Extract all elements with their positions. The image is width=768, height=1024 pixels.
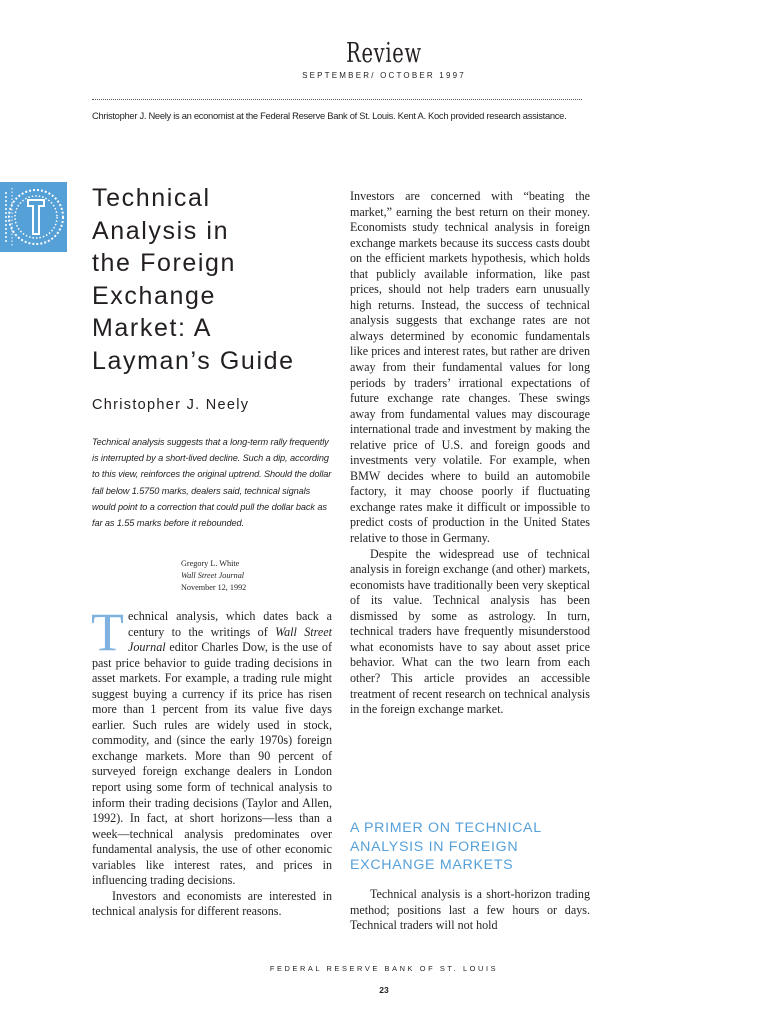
body-paragraph: Despite the widespread use of technical analysis in foreign exchange (and other) markets, economists have traditionally been very skeptical of its value. Technical analysis has been dismissed by some as astrology. In turn, technical traders have frequently misunderstood what economists have to say about asset price behavior. What can the two learn from each other? This article provides an accessible treatment of recent research on technical analysis in the foreign exchange market. (350, 546, 590, 717)
title-line: Technical (92, 184, 211, 212)
issue-date: SEPTEMBER/ OCTOBER 1997 (302, 71, 466, 80)
body-paragraph: Investors are concerned with “beating the market,” earning the best return on their money. Economists study technical analysis in foreign exchange markets because its success casts doubt on the efficient markets hypothesis, which holds that publicly available information, like past prices, should not help traders earn unusually high returns. Instead, the success of technical analysis suggests that exchange rates are not always determined by economic fundamentals like prices and interest rates, but rather are driven away from their fundamental values for long periods by traders’ irrational expectations of future exchange rate changes. These swings away from fundamental values may discourage international trade and investment by making the relative price of U.S. and foreign goods and investments very volatile. For example, when BMW decides where to build an automobile factory, it may choose poorly if fluctuating exchange rates make it difficult or impossible to predict costs of production in the United States relative to those in Germany. (350, 189, 590, 546)
body-paragraph: Technical analysis is a short-horizon trading method; positions last a few hours or days. Technical traders will not hold (350, 887, 590, 933)
intro-text-end: editor Charles Dow, is the use of past price behavior to guide trading decisions in asset markets. For example, a trading rule might suggest buying a currency if its price has risen more than 1 percent from its value five days earlier. Such rules are widely used in stock, commodity, and (since the early 1970s) foreign exchange markets. More than 90 percent of surveyed foreign exchange dealers in London report using some form of technical analysis to inform their trading decisions (Taylor and Allen, 1992). In fact, at short horizons—less than a week—technical analysis predominates over fundamental analysis, the use of other economic variables like interest rates, and prices in influencing trading decisions. (92, 640, 332, 888)
title-line: Layman’s Guide (92, 346, 295, 375)
intro-publication: Wall Street Journal (128, 624, 333, 655)
author-byline: Christopher J. Neely (92, 397, 250, 413)
body-paragraph: Investors and economists are interested in technical analysis for different reasons. (92, 888, 332, 919)
federal-reserve-logo-icon (0, 182, 67, 252)
page-number: 23 (379, 985, 389, 995)
intro-text-start: echnical analysis, which dates back a century to the writings of (128, 609, 332, 639)
body-column-right (350, 189, 590, 718)
title-line: Analysis in (92, 216, 230, 245)
section-heading: A PRIMER ON TECHNICAL ANALYSIS IN FOREIGN EXCHANGE MARKETS (350, 820, 542, 873)
intro-paragraph (91, 602, 333, 889)
title-line: the Foreign (92, 249, 237, 277)
drop-cap: T (91, 602, 124, 662)
author-note: Christopher J. Neely is an economist at the Federal Reserve Bank of St. Louis. Kent A. Koch provided research assistance. (92, 110, 567, 121)
epigraph-publication: Wall Street Journal (181, 571, 245, 580)
body-column-right-continued (350, 887, 590, 934)
title-line: Market: A (92, 314, 212, 342)
footer-publisher: FEDERAL RESERVE BANK OF ST. LOUIS (269, 964, 499, 973)
epigraph-attribution (181, 558, 246, 594)
epigraph-date: November 12, 1992 (181, 583, 247, 592)
title-line: Exchange (92, 281, 216, 310)
journal-masthead (0, 38, 768, 80)
header-divider (92, 99, 582, 100)
journal-title: Review (346, 38, 422, 69)
epigraph-author: Gregory L. White (181, 559, 240, 568)
body-column-left (91, 602, 333, 920)
epigraph-quote: Technical analysis suggests that a long-term rally frequently is interrupted by a short-lived decline. Such a dip, according to this view, reinforces the original uptrend. Should the dollar fall below 1.5750 marks, dealers said, technical signals would point to a correction that could pull the dollar back as far as 1.55 marks before it rebounded. (92, 437, 332, 529)
article-title (92, 182, 342, 377)
